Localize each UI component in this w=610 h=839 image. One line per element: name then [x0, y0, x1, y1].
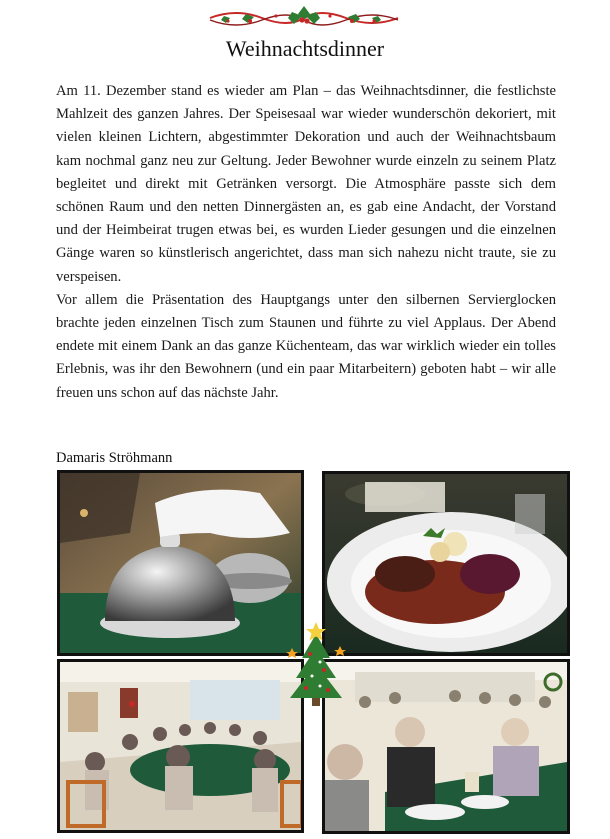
- page-title: Weihnachtsdinner: [225, 36, 385, 61]
- paragraph: Vor allem die Präsentation des Hauptgangs unter den silbernen Servierglocken brachte jeden einzelnen Tisch zum Staunen und führte zu viel Applaus. Der Abend endete mit einem Dank an das ganze Küchenteam, das war wirklich wieder ein tolles Erlebnis, was ihr den Bewohnern (und ein paar Mitarbeitern) geboten habt – wir alle freuen uns schon auf das nächste Jahr.: [56, 291, 556, 401]
- author-name: Damaris Ströhmann: [56, 450, 173, 466]
- article-body: [56, 80, 556, 405]
- paragraph: Am 11. Dezember stand es wieder am Plan – das Weihnachtsdinner, die festlichste Mahlzeit des ganzen Jahres. Der Speisesaal war wieder wunderschön dekoriert, mit vielen kleinen Lichtern, abgestimmter Dekoration und auch der Weihnachtsbaum kam nochmal ganz neu zur Geltung. Jeder Bewohner wurde einzeln zu seinem Platz begleitet und direkt mit Getränken versorgt. Die Atmosphäre passte sich dem schönen Raum und den netten Dinnergästen an, es gab eine Andacht, der Vorstand und der Heimbeirat trugen etwas bei, es wurden Lieder gesungen und die einzelnen Gänge waren so künstlerisch angerichtet, dass man sich nahezu nicht traute, sie zu verspeisen.: [56, 83, 556, 285]
- photo-dining-hall: [57, 659, 304, 833]
- photo-guests-at-table: [322, 659, 570, 834]
- christmas-tree-icon: [286, 618, 350, 710]
- holly-garland-icon: [206, 0, 402, 36]
- photo-serving-cloche: [57, 470, 304, 656]
- photo-main-course-plate: [322, 471, 570, 656]
